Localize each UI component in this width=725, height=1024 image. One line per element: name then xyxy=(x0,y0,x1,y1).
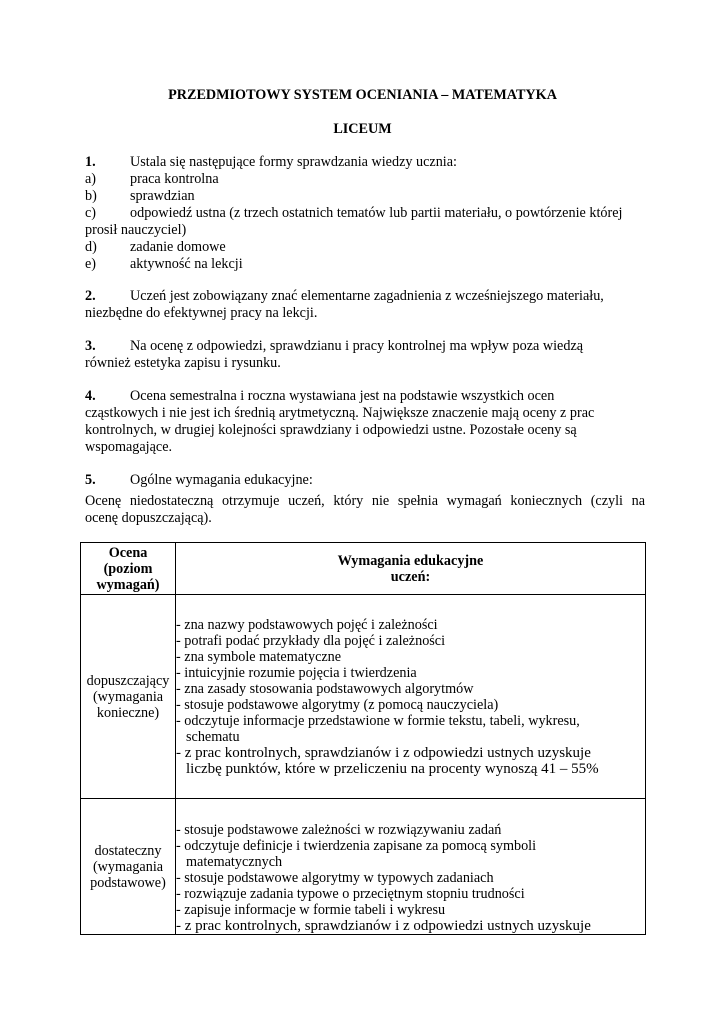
section-text: Ocena semestralna i roczna wystawiana jest na podstawie wszystkich ocen xyxy=(130,388,555,404)
grade-line: (wymagania xyxy=(92,858,164,875)
list-text: odpowiedź ustna (z trzech ostatnich tematów lub partii materiału, o powtórzenie której xyxy=(130,205,623,221)
header-line: wymagań) xyxy=(96,576,160,593)
section-number: 5. xyxy=(85,472,96,488)
requirement-item: - z prac kontrolnych, sprawdzianów i z odpowiedzi ustnych uzyskuje xyxy=(176,918,591,934)
requirement-item: - stosuje podstawowe algorytmy (z pomocą nauczyciela) xyxy=(176,696,499,713)
section-text: również estetyka zapisu i rysunku. xyxy=(85,355,281,371)
requirement-item: - intuicyjnie rozumie pojęcia i twierdzenia xyxy=(176,664,417,681)
requirement-item: - odczytuje definicje i twierdzenia zapisane za pomocą symboli xyxy=(176,838,537,854)
requirements-cell xyxy=(176,595,646,799)
section-text: wspomagające. xyxy=(85,439,173,455)
header-line: Ocena xyxy=(108,544,148,561)
header-line: uczeń: xyxy=(390,568,431,585)
requirements-table xyxy=(80,542,646,935)
grade-line: konieczne) xyxy=(96,704,160,721)
requirement-item: - zna symbole matematyczne xyxy=(176,648,342,665)
section-2 xyxy=(85,288,645,322)
requirement-item: - z prac kontrolnych, sprawdzianów i z odpowiedzi ustnych uzyskuje xyxy=(176,744,591,761)
section-number: 2. xyxy=(85,288,96,304)
requirements-cell xyxy=(176,799,646,935)
grade-line: podstawowe) xyxy=(90,874,166,891)
list-text: aktywność na lekcji xyxy=(130,256,243,272)
table-row xyxy=(81,595,646,799)
requirement-item: - stosuje podstawowe algorytmy w typowych zadaniach xyxy=(176,870,494,886)
requirement-item: - stosuje podstawowe zależności w rozwiązywaniu zadań xyxy=(176,822,502,838)
requirement-item: - zna zasady stosowania podstawowych algorytmów xyxy=(176,680,474,697)
requirement-item-continuation: schematu xyxy=(186,728,240,745)
requirement-item: - zapisuje informacje w formie tabeli i wykresu xyxy=(176,902,446,918)
list-label: a) xyxy=(85,171,97,187)
section-number: 4. xyxy=(85,388,96,404)
grade-line: dostateczny xyxy=(94,842,162,859)
section-text: Na ocenę z odpowiedzi, sprawdzianu i pracy kontrolnej ma wpływ poza wiedzą xyxy=(130,338,584,354)
list-item xyxy=(85,256,645,273)
document-subtitle: LICEUM xyxy=(333,121,392,137)
header-line: Wymagania edukacyjne xyxy=(337,552,484,569)
section-text: Uczeń jest zobowiązany znać elementarne zagadnienia z wcześniejszego materiału, xyxy=(130,288,604,304)
list-label: c) xyxy=(85,205,97,221)
table-header-row xyxy=(81,543,646,595)
section-number: 3. xyxy=(85,338,96,354)
list-text: zadanie domowe xyxy=(130,239,226,255)
section-text: kontrolnych, w drugiej kolejności sprawdziany i odpowiedzi ustne. Pozostałe oceny są xyxy=(85,422,577,438)
requirement-item: - zna nazwy podstawowych pojęć i zależności xyxy=(176,616,438,633)
requirement-item: - odczytuje informacje przedstawione w formie tekstu, tabeli, wykresu, xyxy=(176,712,580,729)
requirement-item: - rozwiązuje zadania typowe o przeciętnym stopniu trudności xyxy=(176,886,525,902)
grade-line: (wymagania xyxy=(92,688,164,705)
list-text: sprawdzian xyxy=(130,188,195,204)
list-item xyxy=(85,188,645,205)
header-line: (poziom xyxy=(103,560,153,577)
document-title: PRZEDMIOTOWY SYSTEM OCENIANIA – MATEMATYKA xyxy=(168,87,557,103)
section-text: Ogólne wymagania edukacyjne: xyxy=(130,472,313,488)
list-item xyxy=(85,171,645,188)
requirement-item-continuation: liczbę punktów, które w przeliczeniu na procenty wynoszą 41 – 55% xyxy=(186,760,599,777)
section-text: ocenę dopuszczającą). xyxy=(85,510,212,526)
section-1 xyxy=(85,154,645,273)
list-label: e) xyxy=(85,256,97,272)
grade-cell xyxy=(81,595,176,799)
requirement-item: - potrafi podać przykłady dla pojęć i zależności xyxy=(176,632,446,649)
list-item xyxy=(85,239,645,256)
list-text: praca kontrolna xyxy=(130,171,219,187)
grade-line: dopuszczający xyxy=(86,672,170,689)
grade-cell xyxy=(81,799,176,935)
list-label: b) xyxy=(85,188,97,204)
section-text: niezbędne do efektywnej pracy na lekcji. xyxy=(85,305,318,321)
section-text: Ustala się następujące formy sprawdzania wiedzy ucznia: xyxy=(130,154,457,170)
section-3 xyxy=(85,338,645,372)
list-text: prosił nauczyciel) xyxy=(85,222,187,238)
table-row xyxy=(81,799,646,935)
requirements-header xyxy=(176,543,646,595)
grade-header xyxy=(81,543,176,595)
section-4 xyxy=(85,388,645,456)
requirement-item-continuation: matematycznych xyxy=(186,854,283,870)
section-text: cząstkowych i nie jest ich średnią arytmetyczną. Największe znaczenie mają oceny z prac xyxy=(85,405,595,421)
section-number: 1. xyxy=(85,154,96,170)
list-label: d) xyxy=(85,239,97,255)
list-item xyxy=(85,205,645,222)
section-5 xyxy=(85,472,645,527)
list-item-continuation xyxy=(85,222,645,239)
section-text: Ocenę niedostateczną otrzymuje uczeń, który nie spełnia wymagań koniecznych (czyli na xyxy=(85,493,645,509)
